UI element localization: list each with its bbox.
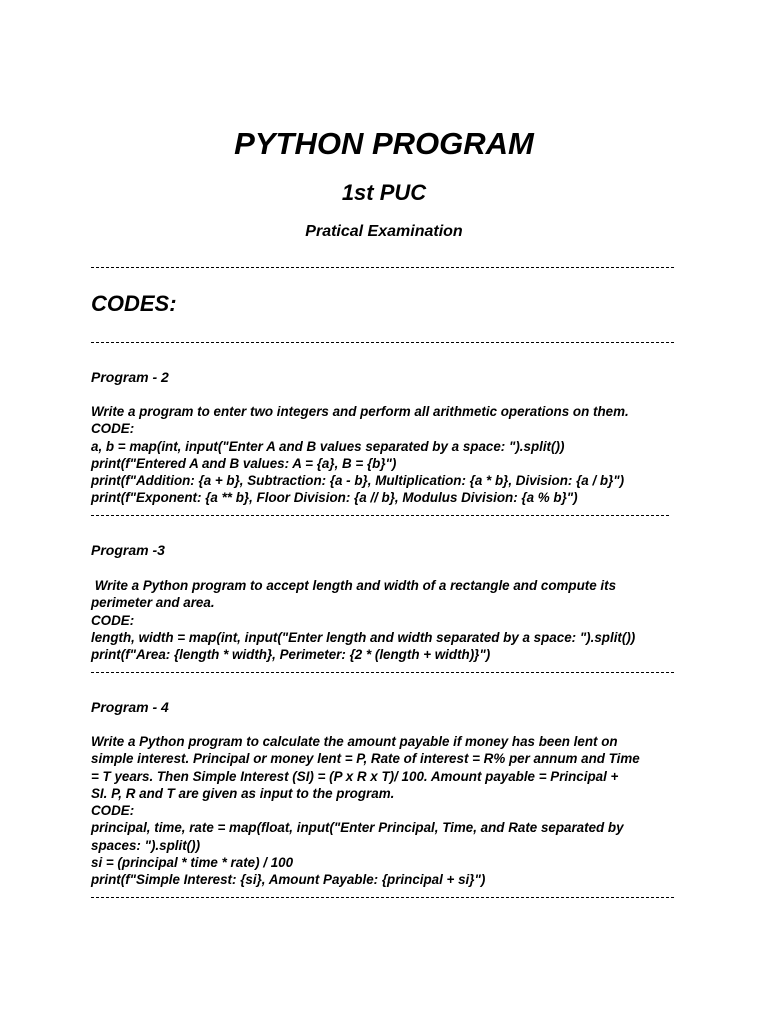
program-line: CODE: [91,612,135,628]
divider [91,342,674,343]
program-line: Write a program to enter two integers and perform all arithmetic operations on them. [91,404,629,419]
program-heading: Program - 2 [91,369,169,385]
program-line: length, width = map(int, input("Enter length and width separated by a space: ").split()) [91,629,636,645]
program-body [91,733,691,889]
divider [91,267,674,268]
program-line: principal, time, rate = map(float, input("Enter Principal, Time, and Rate separated by [91,820,624,836]
divider [91,515,669,516]
program-line: print(f"Entered A and B values: A = {a}, B = {b}") [91,455,397,471]
program-line: Write a Python program to accept length and width of a rectangle and compute its [91,578,617,593]
program-line: perimeter and area. [91,595,215,611]
program-line: CODE: [91,421,135,437]
codes-heading: CODES: [91,291,177,316]
program-line: simple interest. Principal or money lent = P, Rate of interest = R% per annum and Time [91,751,640,767]
program-line: a, b = map(int, input("Enter A and B values separated by a space: ").split()) [91,438,565,454]
program-body [91,577,691,663]
program-line: print(f"Simple Interest: {si}, Amount Payable: {principal + si}") [91,872,486,888]
exam-label: Pratical Examination [305,223,463,240]
divider [91,672,674,673]
program-line: SI. P, R and T are given as input to the program. [91,785,395,801]
program-body [91,403,691,507]
program-line: = T years. Then Simple Interest (SI) = (P x R x T)/ 100. Amount payable = Principal + [91,768,619,784]
program-line: print(f"Addition: {a + b}, Subtraction: {a - b}, Multiplication: {a * b}, Division: {a / b}") [91,473,625,489]
program-line: spaces: ").split()) [91,837,201,853]
program-line: Write a Python program to calculate the amount payable if money has been lent on [91,734,618,749]
program-line: si = (principal * time * rate) / 100 [91,855,294,871]
program-line: print(f"Exponent: {a ** b}, Floor Division: {a // b}, Modulus Division: {a % b}") [91,490,578,506]
page-title: PYTHON PROGRAM [234,126,534,161]
program-line: CODE: [91,803,135,819]
program-heading: Program -3 [91,542,165,558]
program-line: print(f"Area: {length * width}, Perimeter: {2 * (length + width)}") [91,647,491,663]
divider [91,897,674,898]
program-heading: Program - 4 [91,699,169,715]
page-subtitle: 1st PUC [341,180,427,205]
